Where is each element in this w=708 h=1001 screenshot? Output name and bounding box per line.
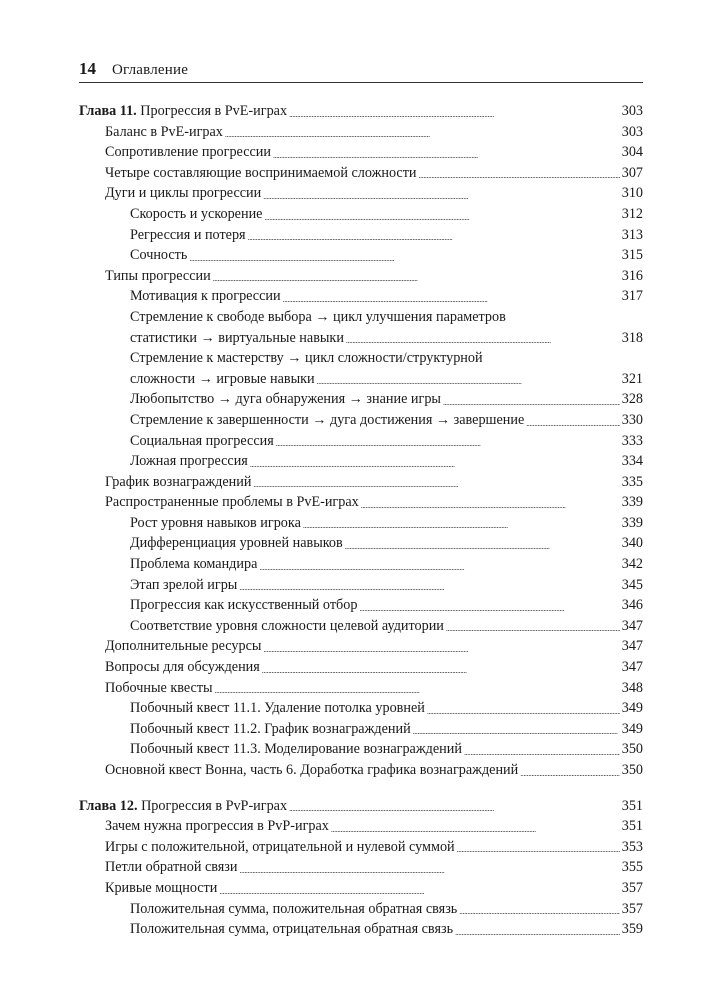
dot-leader: [303, 513, 620, 534]
toc-entry-text: Регрессия и потеря: [130, 226, 246, 243]
toc-page-number: 315: [621, 247, 643, 264]
toc-entry-title: [130, 919, 453, 940]
running-title: Оглавление: [112, 62, 189, 78]
toc-entry-text: Мотивация к прогрессии: [130, 288, 281, 305]
toc-entry-title: [130, 328, 344, 349]
toc-page-number: 303: [621, 123, 643, 140]
toc-entry-text: Дуги и циклы прогрессии: [105, 185, 262, 202]
toc-entry[interactable]: [79, 122, 643, 143]
toc-page-number: 351: [621, 818, 643, 835]
toc-entry-title: [105, 472, 251, 493]
toc-entry[interactable]: [79, 328, 643, 349]
toc-entry[interactable]: [79, 266, 643, 287]
toc-entry-title: [130, 739, 462, 760]
toc-entry-title: [130, 533, 343, 554]
dot-leader: [239, 575, 619, 596]
toc-entry[interactable]: [79, 595, 643, 616]
toc-entry[interactable]: [79, 678, 643, 699]
toc-page-number: 307: [621, 164, 643, 181]
dot-leader: [263, 636, 619, 657]
toc-entry-title: [130, 575, 237, 596]
dot-leader: [289, 796, 620, 817]
dot-leader: [262, 657, 620, 678]
toc-entry[interactable]: [79, 816, 643, 837]
toc-page-number: 316: [621, 267, 643, 284]
dot-leader: [443, 389, 620, 410]
toc-entry[interactable]: [79, 796, 643, 817]
toc-entry[interactable]: [79, 492, 643, 513]
toc-chapter: [79, 796, 643, 940]
toc-entry[interactable]: [79, 533, 643, 554]
toc-entry-text: Распространенные проблемы в PvE-играх: [105, 494, 359, 511]
dot-leader: [189, 245, 619, 266]
toc-page-number: 355: [621, 859, 643, 876]
toc-entry-title: [130, 286, 281, 307]
toc-page-number: 347: [621, 617, 643, 634]
toc-entry-text: Соответствие уровня сложности целевой аудитории: [130, 617, 444, 634]
toc-page-number: 339: [621, 514, 643, 531]
toc-entry-title: [105, 142, 271, 163]
toc-entry-line: Стремление к мастерству → цикл сложности/структурной: [130, 350, 483, 367]
toc-page-number: 317: [621, 288, 643, 305]
dot-leader: [361, 492, 620, 513]
dot-leader: [250, 451, 620, 472]
toc-page-number: 339: [621, 494, 643, 511]
toc-entry-text: Побочный квест 11.2. График вознаграждений: [130, 720, 411, 737]
toc-entry[interactable]: [79, 245, 643, 266]
toc-entry[interactable]: [79, 389, 643, 410]
toc-page-number: 328: [621, 391, 643, 408]
toc-entry-title: [105, 183, 261, 204]
toc-entry[interactable]: [79, 410, 643, 431]
toc-entry[interactable]: [79, 183, 643, 204]
toc-entry[interactable]: [79, 899, 643, 920]
toc-entry-text: сложности → игровые навыки: [130, 370, 315, 387]
toc-entry-text: Сопротивление прогрессии: [105, 144, 271, 161]
toc-page-number: 334: [621, 453, 643, 470]
dot-leader: [446, 616, 620, 637]
toc-entry-title: [105, 857, 238, 878]
dot-leader: [213, 266, 620, 287]
dot-leader: [215, 678, 620, 699]
toc-entry-title: [105, 636, 261, 657]
toc-entry-text: График вознаграждений: [105, 473, 252, 490]
toc-page-number: 313: [621, 226, 643, 243]
toc-entry-text: Положительная сумма, отрицательная обратная связь: [130, 921, 454, 938]
toc-page-number: 340: [621, 535, 643, 552]
toc-entry[interactable]: [79, 451, 643, 472]
toc-page-number: 342: [621, 556, 643, 573]
dot-leader: [248, 225, 620, 246]
toc-entry[interactable]: [79, 616, 643, 637]
dot-leader: [283, 286, 620, 307]
toc-entry[interactable]: [79, 857, 643, 878]
dot-leader: [289, 101, 620, 122]
toc-entry-text: Побочный квест 11.1. Удаление потолка уровней: [130, 700, 425, 717]
toc-entry-title: [130, 698, 425, 719]
toc-entry[interactable]: [79, 636, 643, 657]
toc-entry-text: Побочный квест 11.3. Моделирование вознаграждений: [130, 741, 462, 758]
toc-entry-title: [130, 451, 248, 472]
toc-entry-title: [79, 796, 287, 817]
toc-entry-title: [130, 410, 524, 431]
dot-leader: [526, 410, 619, 431]
toc-entry-title: [130, 389, 441, 410]
toc-entry-title: [130, 899, 457, 920]
dot-leader: [359, 595, 619, 616]
toc-entry[interactable]: [79, 513, 643, 534]
dot-leader: [464, 739, 620, 760]
toc-page-number: 357: [621, 900, 643, 917]
toc-entry[interactable]: [79, 698, 643, 719]
toc-entry-text: Прогрессия как искусственный отбор: [130, 597, 358, 614]
dot-leader: [427, 698, 620, 719]
toc-entry-title: [130, 225, 246, 246]
table-of-contents: [79, 101, 643, 955]
toc-entry[interactable]: [79, 739, 643, 760]
toc-page-number: 335: [621, 473, 643, 490]
dot-leader: [276, 431, 620, 452]
toc-page-number: 359: [621, 921, 643, 938]
toc-entry-text: Дополнительные ресурсы: [105, 638, 262, 655]
toc-entry-title: [105, 657, 260, 678]
toc-entry-text: Основной квест Вонна, часть 6. Доработка графика вознаграждений: [105, 762, 519, 778]
toc-entry-title: [105, 122, 223, 143]
dot-leader: [419, 163, 620, 184]
toc-page-number: 347: [621, 638, 643, 655]
toc-page-number: 330: [621, 411, 643, 428]
toc-page-number: 351: [621, 797, 643, 814]
dot-leader: [455, 919, 620, 940]
toc-page-number: 333: [621, 432, 643, 449]
toc-entry-text: Ложная прогрессия: [130, 453, 248, 470]
toc-entry-text: Петли обратной связи: [105, 859, 238, 876]
toc-entry-title: [130, 513, 301, 534]
toc-entry[interactable]: [79, 878, 643, 899]
toc-entry-text: Типы прогрессии: [105, 267, 211, 284]
toc-entry[interactable]: [79, 204, 643, 225]
toc-entry-title: [105, 816, 329, 837]
dot-leader: [273, 142, 620, 163]
toc-entry-title: [130, 595, 357, 616]
toc-entry-text: Зачем нужна прогрессия в PvP-играх: [105, 818, 329, 835]
toc-entry-title: [105, 492, 359, 513]
toc-page-number: 357: [621, 879, 643, 896]
toc-entry[interactable]: [79, 163, 643, 184]
toc-entry-text: Скорость и ускорение: [130, 205, 263, 222]
toc-page-number: 349: [621, 700, 643, 717]
toc-page-number: 321: [621, 370, 643, 387]
toc-entry-text: Проблема командира: [130, 556, 258, 573]
toc-page-number: 353: [621, 838, 643, 855]
toc-entry-text: Любопытство → дуга обнаружения → знание игры: [130, 391, 441, 408]
dot-leader: [345, 533, 620, 554]
toc-page-number: 310: [621, 185, 643, 202]
dot-leader: [253, 472, 619, 493]
toc-entry-title: [130, 245, 187, 266]
toc-entry[interactable]: [79, 719, 643, 740]
toc-entry-text: Положительная сумма, положительная обратная связь: [130, 900, 458, 917]
toc-entry[interactable]: [79, 286, 643, 307]
dot-leader: [457, 837, 620, 858]
toc-entry[interactable]: [79, 431, 643, 452]
toc-entry-text: Этап зрелой игры: [130, 576, 238, 593]
toc-entry-title: [130, 204, 262, 225]
toc-entry-title: [130, 554, 257, 575]
chapter-label: Глава 11.: [79, 103, 137, 119]
toc-entry-text: Дифференциация уровней навыков: [130, 535, 343, 552]
toc-entry[interactable]: [79, 554, 643, 575]
toc-entry[interactable]: [79, 760, 643, 781]
toc-entry[interactable]: [79, 142, 643, 163]
toc-page-number: 350: [621, 762, 643, 778]
toc-entry-text: Стремление к завершенности → дуга достижения → завершение: [130, 411, 525, 428]
dot-leader: [263, 183, 619, 204]
toc-entry-text: Сочность: [130, 247, 188, 264]
toc-entry-title: [105, 837, 455, 858]
toc-entry[interactable]: [79, 101, 643, 122]
toc-entry-text: Игры с положительной, отрицательной и нулевой суммой: [105, 838, 455, 855]
toc-entry-text: статистики → виртуальные навыки: [130, 329, 344, 346]
toc-entry-title: [130, 369, 315, 390]
toc-entry-title: [105, 678, 213, 699]
toc-page-number: 346: [621, 597, 643, 614]
toc-entry-title: [130, 719, 411, 740]
toc-entry-title: [79, 101, 287, 122]
toc-entry-text: Побочные квесты: [105, 679, 213, 696]
page-number: 14: [79, 59, 96, 78]
toc-entry-title: [105, 266, 211, 287]
toc-entry-text: Четыре составляющие воспринимаемой сложности: [105, 164, 417, 181]
toc-entry[interactable]: [79, 472, 643, 493]
toc-entry-title: [105, 878, 217, 899]
dot-leader: [317, 369, 620, 390]
toc-page-number: 348: [621, 679, 643, 696]
toc-entry-text: Прогрессия в PvE-играх: [136, 103, 288, 119]
dot-leader: [520, 760, 619, 781]
toc-page-number: 349: [621, 720, 643, 737]
toc-entry-title: [130, 616, 444, 637]
toc-entry-line: Стремление к свободе выбора → цикл улучшения параметров: [130, 308, 506, 325]
toc-page-number: 347: [621, 659, 643, 676]
page-header: [79, 59, 643, 79]
toc-entry[interactable]: [79, 369, 643, 390]
toc-entry-text: Кривые мощности: [105, 879, 218, 896]
toc-page-number: 318: [621, 329, 643, 346]
dot-leader: [225, 122, 620, 143]
toc-entry[interactable]: [79, 657, 643, 678]
dot-leader: [346, 328, 620, 349]
toc-entry-title: [105, 760, 518, 781]
toc-entry[interactable]: [79, 919, 643, 940]
toc-entry-text: Баланс в PvE-играх: [105, 123, 223, 140]
toc-entry[interactable]: [79, 575, 643, 596]
toc-entry-text: Прогрессия в PvP-играх: [137, 797, 288, 814]
toc-page-number: 304: [621, 144, 643, 161]
dot-leader: [331, 816, 620, 837]
dot-leader: [259, 554, 619, 575]
toc-page-number: 303: [621, 103, 643, 119]
toc-page-number: 312: [621, 205, 643, 222]
toc-chapter: [79, 101, 643, 781]
toc-entry-text: Рост уровня навыков игрока: [130, 514, 301, 531]
dot-leader: [413, 719, 620, 740]
dot-leader: [240, 857, 620, 878]
toc-entry-text: Социальная прогрессия: [130, 432, 274, 449]
toc-page-number: 350: [621, 741, 643, 758]
dot-leader: [264, 204, 619, 225]
toc-entry[interactable]: [79, 225, 643, 246]
toc-entry-title: [130, 431, 274, 452]
toc-page-number: 345: [621, 576, 643, 593]
dot-leader: [219, 878, 619, 899]
header-rule: [79, 82, 643, 83]
toc-entry-text: Вопросы для обсуждения: [105, 659, 260, 676]
dot-leader: [459, 899, 619, 920]
toc-entry-title: [105, 163, 417, 184]
chapter-label: Глава 12.: [79, 797, 138, 814]
toc-entry[interactable]: [79, 837, 643, 858]
